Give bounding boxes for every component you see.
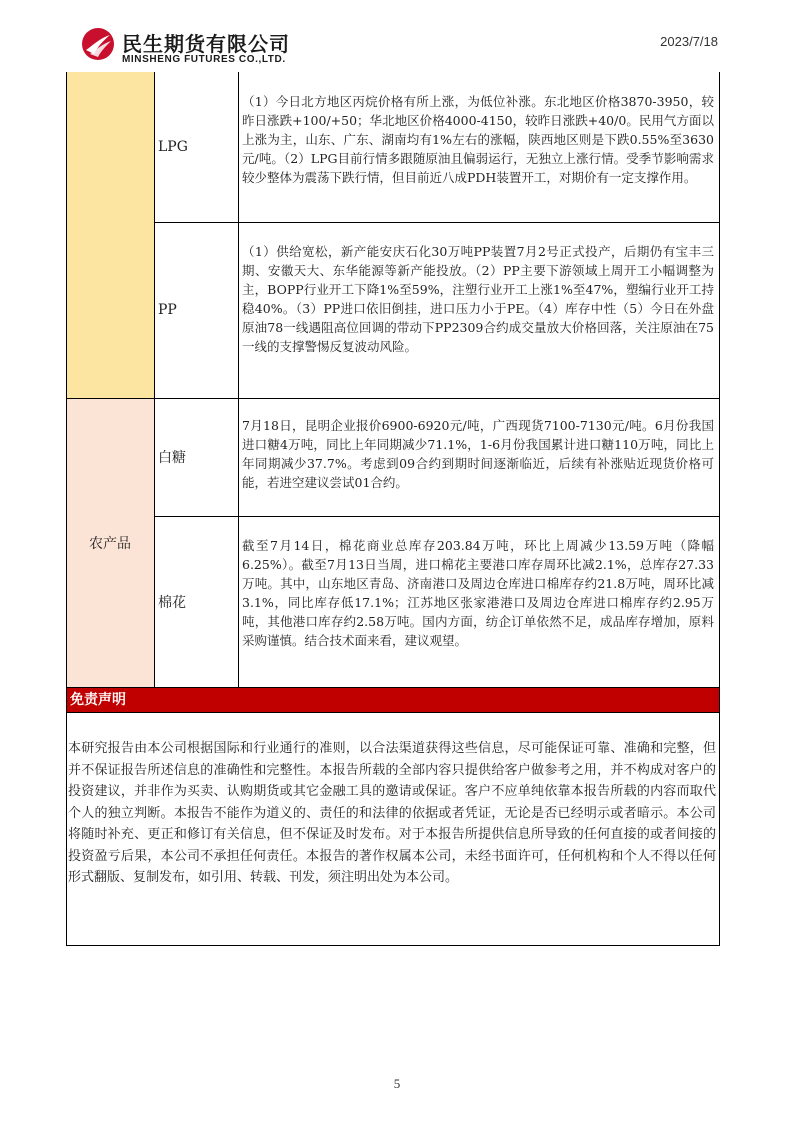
category-label-agri: 农产品 — [89, 536, 131, 552]
page-number: 5 — [393, 1076, 401, 1091]
table-border-bottom — [66, 945, 720, 946]
product-commentary-pp: （1）供给宽松，新产能安庆石化30万吨PP装置7月2号正式投产，后期仍有宝丰三期、安徽天大、东华能源等新产能投放。（2）PP主要下游领域上周开工小幅调整为主，BOPP行业开工下降1%至59%，注塑行业开工上涨1%至47%，塑编行业开工持稳40%。（3）PP进口依旧倒挂，进口压力小于PE。（4）库存中性（5）今日在外盘原油78一线遇阻高位回调的带动下PP2309合约成交量放大价格回落，关注原油在75一线的支撑警惕反复波动风险。 — [242, 244, 714, 354]
disclaimer-title: 免责声明 — [66, 688, 720, 712]
report-table — [66, 72, 720, 946]
table-divider-row-5 — [66, 712, 720, 713]
page-header — [0, 0, 794, 72]
table-divider-row-3 — [154, 516, 720, 517]
company-logo-icon — [80, 26, 116, 62]
company-name-en: MINSHENG FUTURES CO.,LTD. — [122, 54, 286, 65]
product-commentary-sugar: 7月18日，昆明企业报价6900-6920元/吨，广西现货7100-7130元/吨。6月份我国进口糖4万吨，同比上年同期减少71.1%，1-6月份我国累计进口糖110万吨，同比上年同期减少37.7%。考虑到09合约到期时间逐渐临近，后续有补涨贴近现货价格可能，若进空建议尝试01合约。 — [242, 418, 714, 490]
table-divider-vertical-2 — [238, 72, 239, 688]
table-border-right — [719, 72, 720, 946]
table-border-left — [66, 72, 67, 946]
product-label-cotton: 棉花 — [158, 595, 186, 611]
table-divider-row-4 — [66, 687, 720, 688]
product-label-sugar: 白糖 — [158, 450, 186, 466]
category-cell-energy — [66, 72, 154, 398]
category-cell-agri — [66, 398, 154, 688]
product-label-lpg: LPG — [158, 139, 188, 155]
table-divider-vertical-1 — [154, 72, 155, 688]
disclaimer-text: 本研究报告由本公司根据国际和行业通行的准则，以合法渠道获得这些信息，尽可能保证可靠、准确和完整，但并不保证报告所述信息的准确性和完整性。本报告所载的全部内容只提供给客户做参考之用，并不构成对客户的投资建议，并非作为买卖、认购期货或其它金融工具的邀请或保证。客户不应单纯依靠本报告所载的内容而取代个人的独立判断。本报告不能作为道义的、责任的和法律的依据或者凭证，无论是否已经明示或者暗示。本公司将随时补充、更正和修订有关信息，但不保证及时发布。对于本报告所提供信息所导致的任何直接的或者间接的投资盈亏后果，本公司不承担任何责任。本报告的著作权属本公司，未经书面许可，任何机构和个人不得以任何形式翻版、复制发布，如引用、转载、刊发，须注明出处为本公司。 — [68, 741, 716, 885]
product-commentary-lpg: （1）今日北方地区丙烷价格有所上涨，为低位补涨。东北地区价格3870-3950，较昨日涨跌+100/+50；华北地区价格4000-4150，较昨日涨跌+40/0。民用气方面以上涨为主，山东、广东、湖南均有1%左右的涨幅，陕西地区则是下跌0.55%至3630元/吨。（2）LPG目前行情多跟随原油且偏弱运行，无独立上涨行情。受季节影响需求较少整体为震荡下跌行情，但目前近八成PDH装置开工，对期价有一定支撑作用。 — [242, 94, 714, 185]
product-commentary-cotton: 截至7月14日，棉花商业总库存203.84万吨，环比上周减少13.59万吨（降幅6.25%）。截至7月13日当周，进口棉花主要港口库存周环比减2.1%，总库存27.33万吨。其中，山东地区青岛、济南港口及周边仓库进口棉库存约21.8万吨，周环比减3.1%，同比库存低17.1%；江苏地区张家港港口及周边仓库进口棉库存约2.95万吨，其他港口库存约2.58万吨。国内方面，纺企订单依然不足，成品库存增加，原料采购谨慎。结合技术面来看，建议观望。 — [242, 538, 714, 648]
company-name-cn: 民生期货有限公司 — [122, 32, 290, 56]
product-label-pp: PP — [158, 302, 177, 318]
report-date: 2023/7/18 — [660, 34, 718, 49]
table-divider-row-2 — [66, 398, 720, 399]
table-divider-row-1 — [154, 222, 720, 223]
